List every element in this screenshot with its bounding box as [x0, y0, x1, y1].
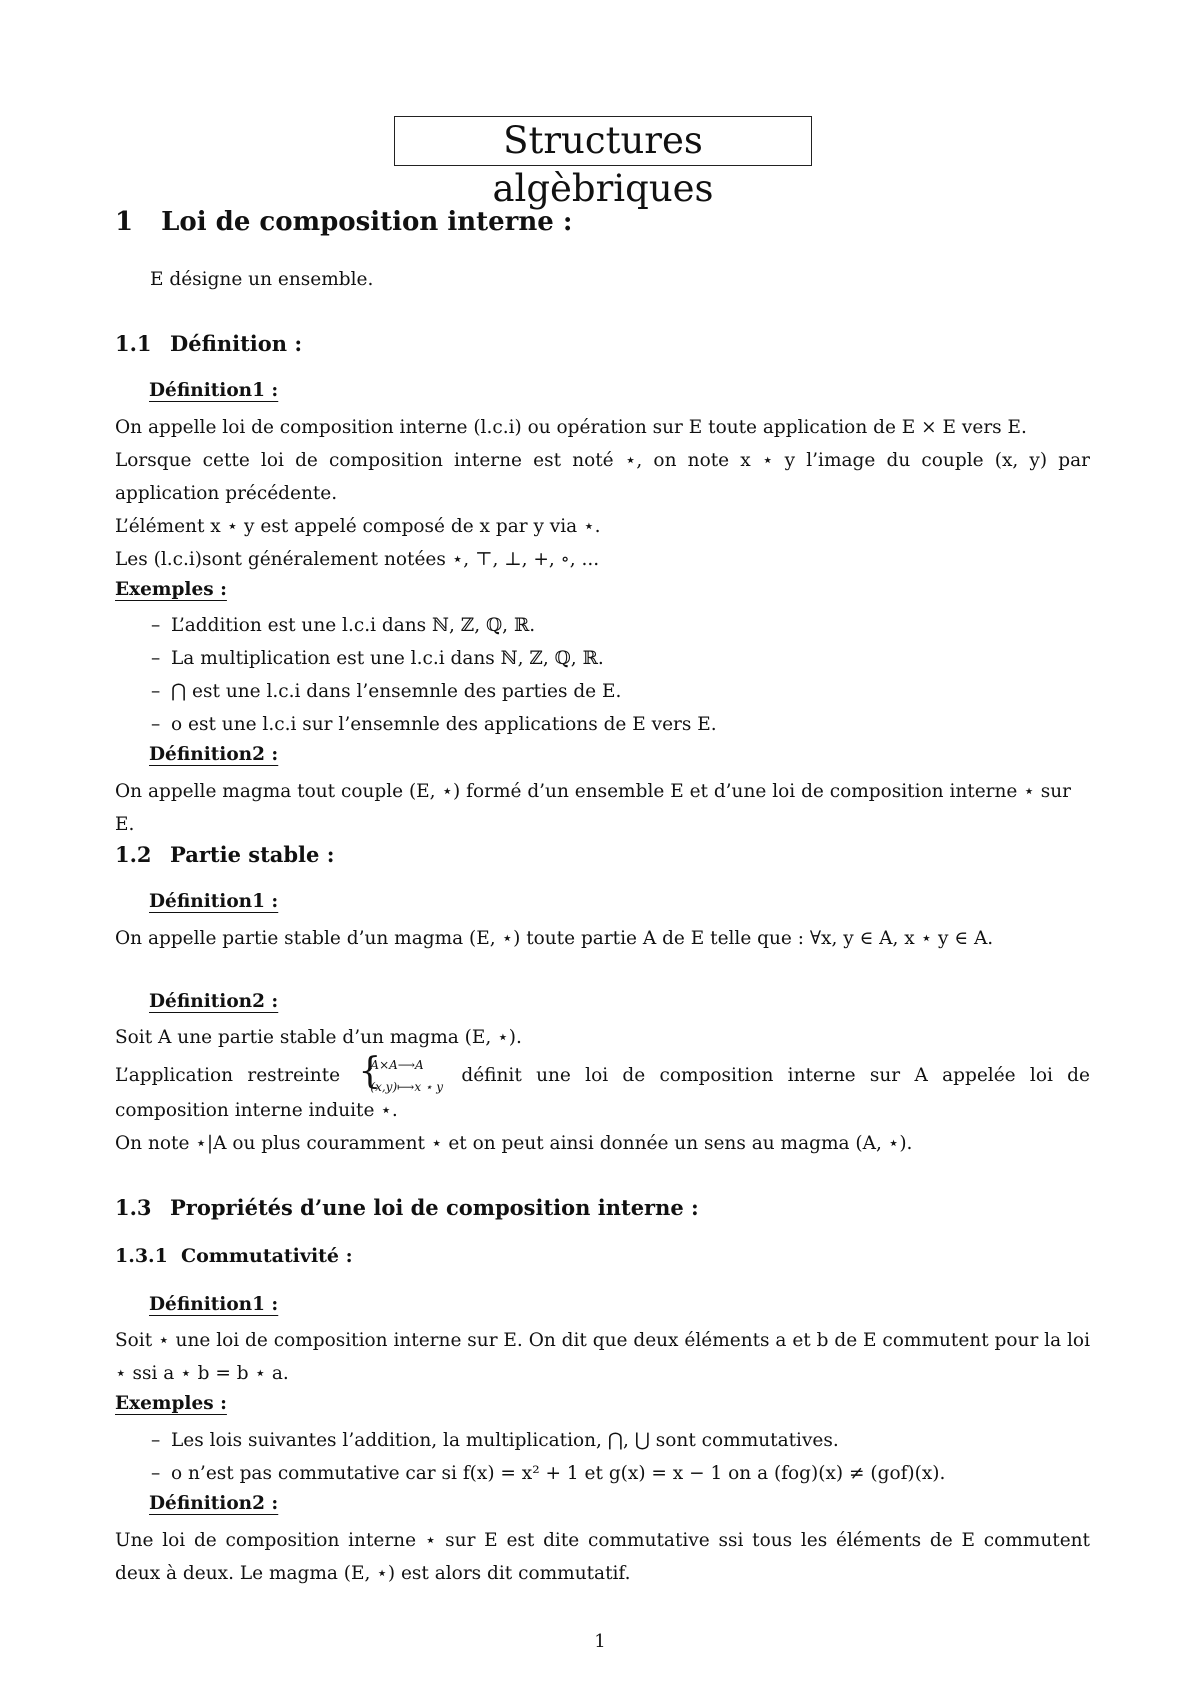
text-line: Les (l.c.i)sont généralement notées ⋆, ⊤, ⊥, +, ∘, ... [115, 549, 600, 570]
definition-body: Soit ⋆ une loi de composition interne sur E. On dit que deux éléments a et b de E commutent pour la loi ⋆ ssi a ⋆ b = b ⋆ a. [115, 1330, 1090, 1384]
map-bottom: (x,y)⟼x ⋆ y [370, 1080, 444, 1094]
subsection-title: Partie stable : [170, 842, 335, 867]
definition-label: Définition1 : [149, 380, 279, 401]
list-item: – Les lois suivantes l’addition, la multiplication, ⋂, ⋃ sont commutatives. [115, 1424, 1090, 1457]
text-line: Lorsque cette loi de composition interne est noté ⋆, on note x ⋆ y l’image du couple (x, y) par application précédente. [115, 450, 1090, 504]
section-1-heading [115, 207, 572, 237]
text-line: On note ⋆|A ou plus couramment ⋆ et on peut ainsi donnée un sens au magma (A, ⋆). [115, 1133, 913, 1154]
mapping-formula [358, 1051, 444, 1094]
list-item: – ⋂ est une l.c.i dans l’ensemnle des parties de E. [115, 675, 1090, 708]
subsubsection-title: Commutativité : [181, 1245, 353, 1267]
brace-symbol: { [358, 1051, 382, 1092]
text-line: L’élément x ⋆ y est appelé composé de x par y via ⋆. [115, 516, 601, 537]
section-number: 1 [115, 207, 134, 237]
subsection-1-1-heading [115, 331, 302, 356]
text-line [115, 1051, 1090, 1127]
examples-label: Exemples : [115, 1393, 227, 1414]
document-title: Structures algèbriques [394, 116, 812, 166]
definition-label: Définition2 : [149, 991, 279, 1012]
definition-label: Définition1 : [149, 891, 279, 912]
examples-list [115, 609, 1090, 741]
definition-body: On appelle magma tout couple (E, ⋆) formé d’un ensemble E et d’une loi de composition interne ⋆ sur E. [115, 781, 1071, 835]
text-fragment: L’application restreinte [115, 1065, 341, 1086]
map-top: A×A⟶A [370, 1058, 424, 1072]
subsection-1-3-heading [115, 1195, 699, 1220]
subsection-1-2-heading [115, 842, 334, 867]
definition-label: Définition2 : [149, 744, 279, 765]
examples-list [115, 1424, 1090, 1490]
subsubsection-number: 1.3.1 [115, 1245, 168, 1267]
definition-body [115, 411, 1090, 576]
definition-label: Définition2 : [149, 1493, 279, 1514]
definition-label: Définition1 : [149, 1294, 279, 1315]
text-line: Soit A une partie stable d’un magma (E, ⋆). [115, 1027, 522, 1048]
definition-body: Une loi de composition interne ⋆ sur E est dite commutative ssi tous les éléments de E commutent deux à deux. Le magma (E, ⋆) est alors dit commutatif. [115, 1530, 1090, 1584]
definition-body [115, 1021, 1090, 1160]
subsubsection-1-3-1-heading [115, 1245, 353, 1267]
subsection-title: Définition : [170, 331, 303, 356]
list-item: – L’addition est une l.c.i dans ℕ, ℤ, ℚ, ℝ. [115, 609, 1090, 642]
subsection-number: 1.1 [115, 331, 152, 356]
text-fragment: définit une loi de composition interne sur A appelée loi de composition interne induite ⋆. [115, 1065, 1090, 1121]
list-item: – o n’est pas commutative car si f(x) = x² + 1 et g(x) = x − 1 on a (fog)(x) ≠ (gof)(x). [115, 1457, 1090, 1490]
subsection-number: 1.3 [115, 1195, 152, 1220]
definition-body: On appelle partie stable d’un magma (E, ⋆) toute partie A de E telle que : ∀x, y ∈ A, x ⋆ y ∈ A. [115, 928, 994, 949]
list-item: – La multiplication est une l.c.i dans ℕ, ℤ, ℚ, ℝ. [115, 642, 1090, 675]
text-line: On appelle loi de composition interne (l.c.i) ou opération sur E toute application de E × E vers E. [115, 417, 1027, 438]
subsection-title: Propriétés d’une loi de composition interne : [170, 1195, 699, 1220]
section-title: Loi de composition interne : [161, 207, 573, 237]
list-item: – o est une l.c.i sur l’ensemnle des applications de E vers E. [115, 708, 1090, 741]
subsection-number: 1.2 [115, 842, 152, 867]
examples-label: Exemples : [115, 579, 227, 600]
page-number: 1 [594, 1631, 606, 1652]
section-1-intro: E désigne un ensemble. [150, 269, 374, 290]
